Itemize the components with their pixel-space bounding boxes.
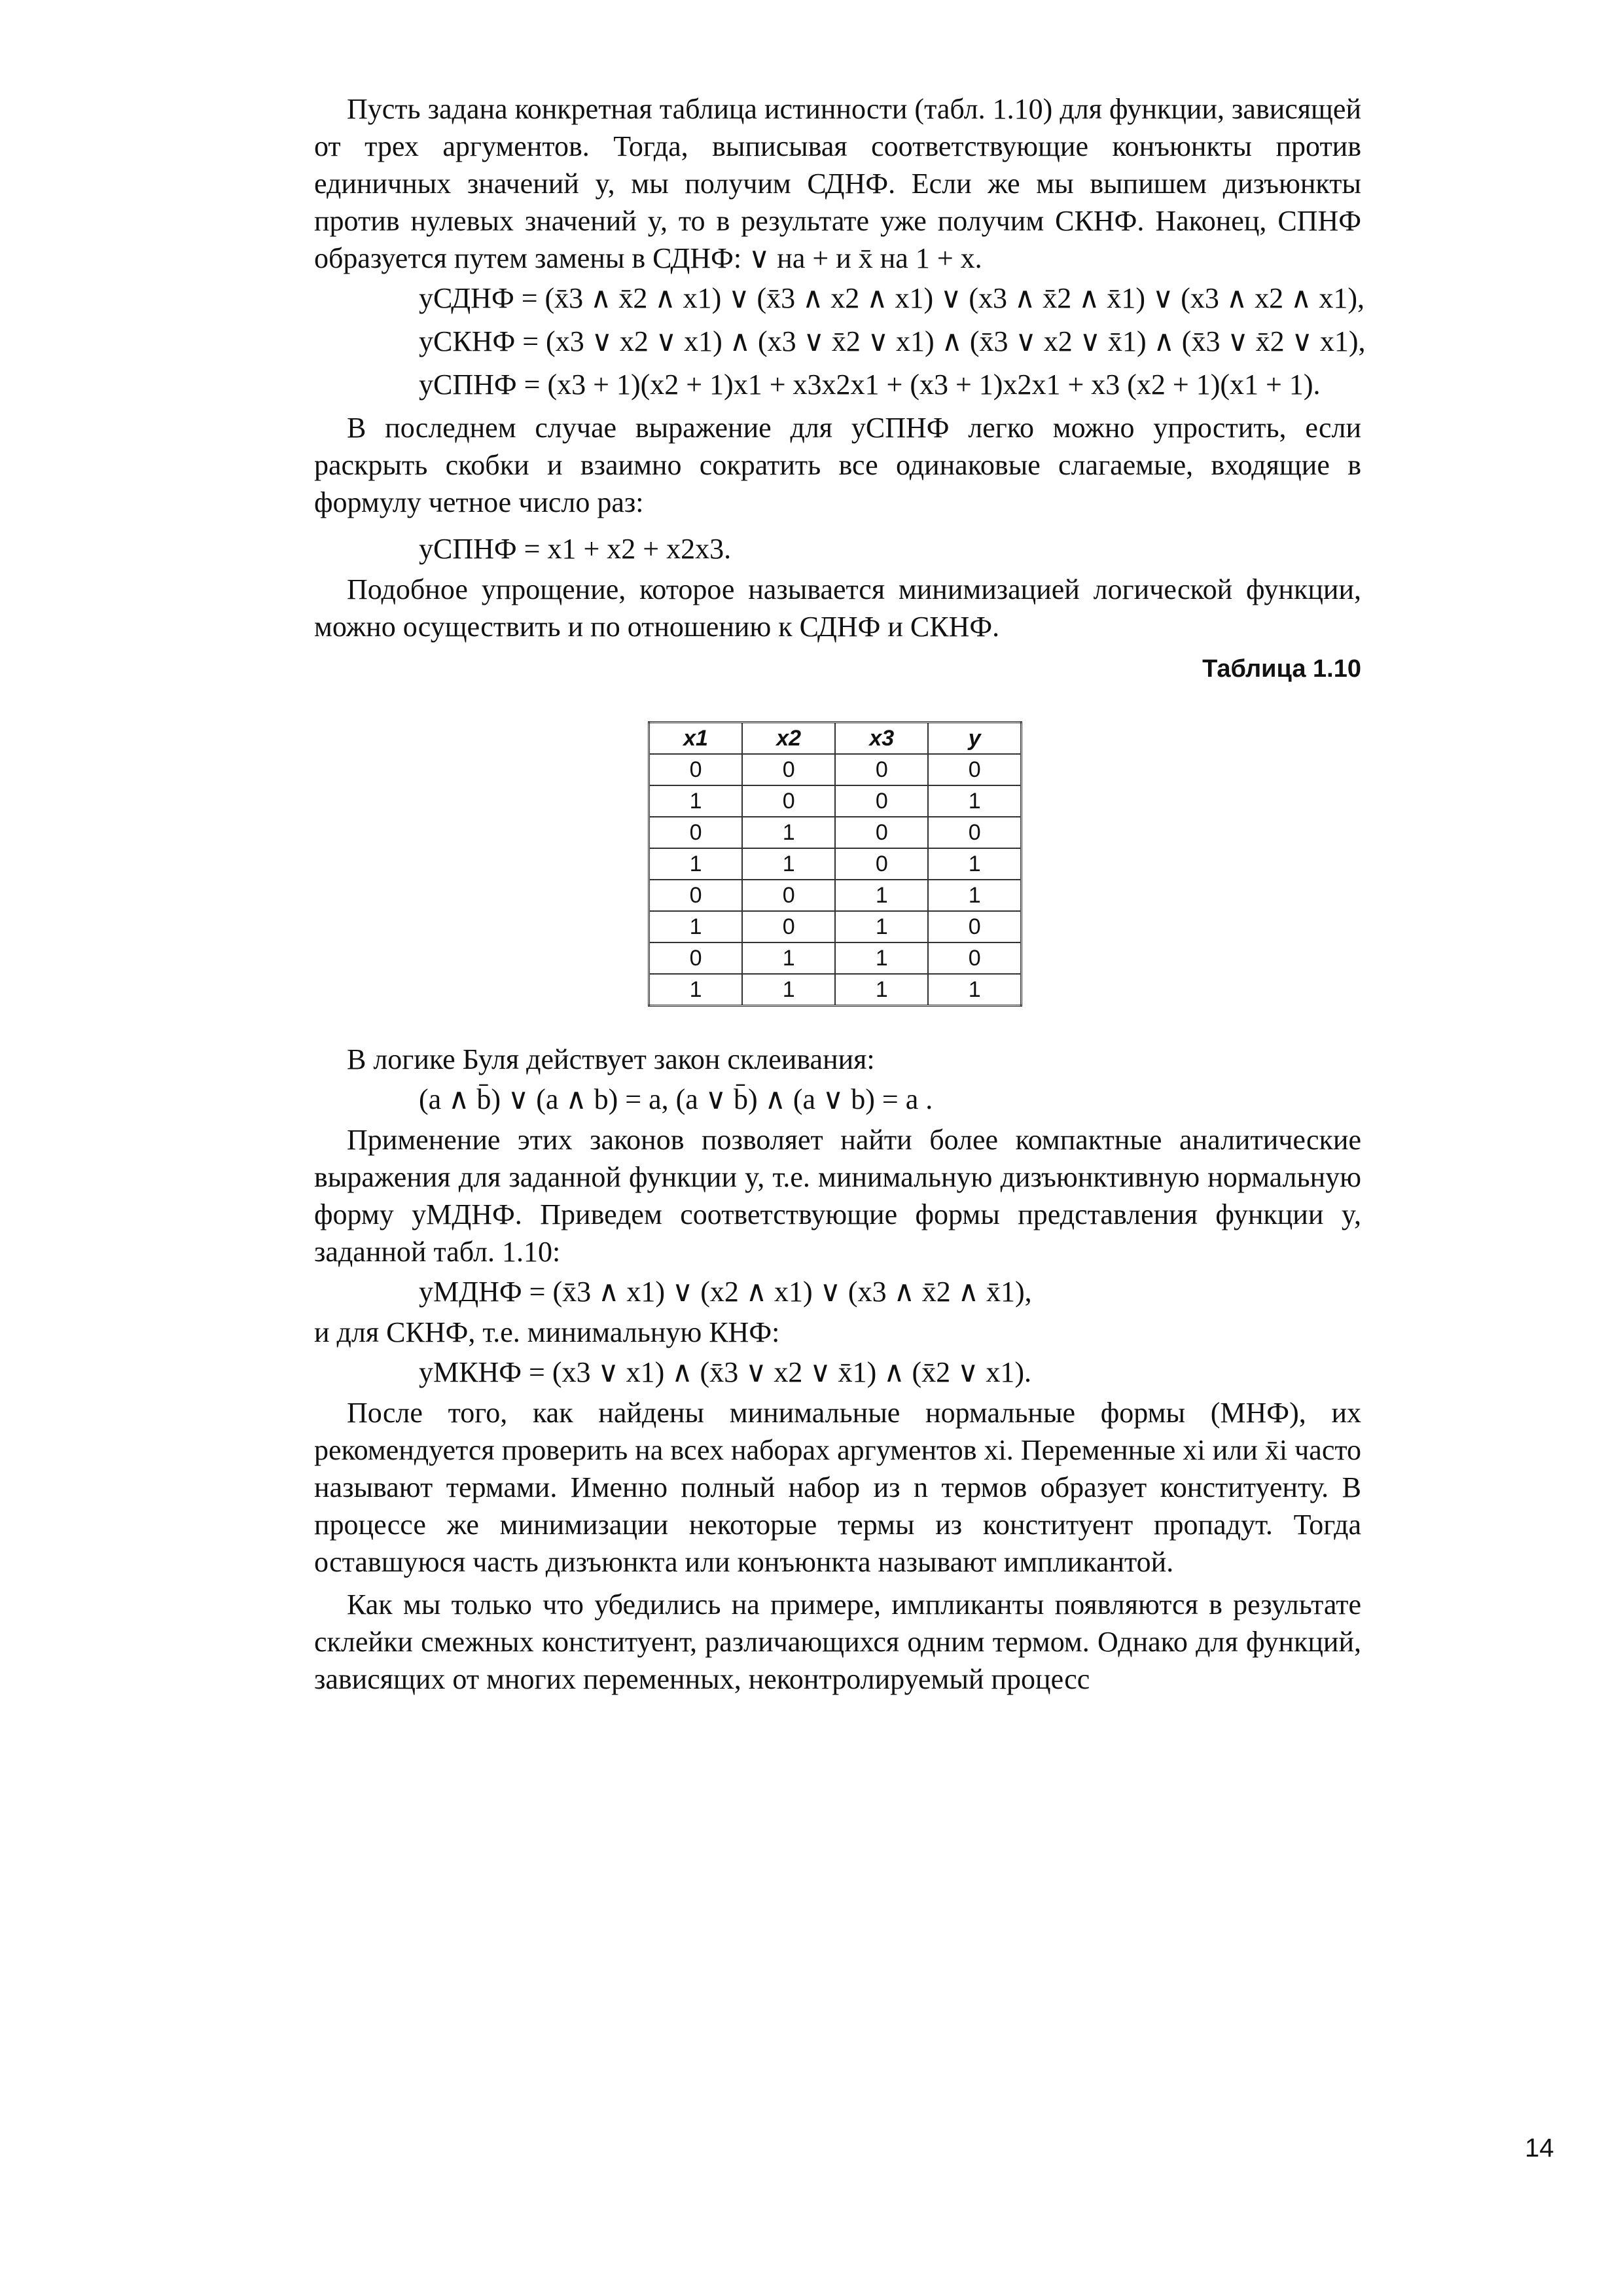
page-number: 14 [1525, 2134, 1554, 2162]
table-row [649, 754, 1022, 785]
formula-mknf: yМКНФ = (x3 ∨ x1) ∧ (x̄3 ∨ x2 ∨ x̄1) ∧ (x̄2 ∨ x1). [419, 1356, 1031, 1388]
paragraph-3: Подобное упрощение, которое называется минимизацией логической функции, можно осуществить и по отношению к СДНФ и СКНФ. [314, 573, 1361, 643]
paragraph-1: Пусть задана конкретная таблица истинности (табл. 1.10) для функции, зависящей от трех аргументов. Тогда, выписывая соответствующие конъюнкты против единичных значений y, мы получим СДНФ. Если же мы выпишем дизъюнкты против нулевых значений y, то в результате уже получим СКНФ. Наконец, СПНФ образуется путем замены в СДНФ: ∨ на + и x̄ на 1 + x. [314, 93, 1361, 274]
table-cell: 0 [649, 880, 743, 911]
formula-spnf: yСПНФ = (x3 + 1)(x2 + 1)x1 + x3x2x1 + (x3 + 1)x2x1 + x3 (x2 + 1)(x1 + 1). [419, 368, 1321, 401]
table-cell: 1 [649, 848, 743, 880]
table-cell: 1 [928, 974, 1021, 1006]
truth-table [648, 721, 1022, 1007]
table-cell: 0 [928, 754, 1021, 785]
table-cell: 1 [835, 911, 928, 942]
table-header: x3 [835, 723, 928, 755]
table-cell: 1 [649, 911, 743, 942]
table-cell: 1 [649, 785, 743, 817]
table-cell: 0 [928, 911, 1021, 942]
table-row [649, 785, 1022, 817]
paragraph-4: В логике Буля действует закон склеивания: [347, 1043, 875, 1075]
table-cell: 1 [742, 974, 835, 1006]
table-row [649, 974, 1022, 1006]
table-row [649, 942, 1022, 974]
paragraph-7: После того, как найдены минимальные нормальные формы (МНФ), их рекомендуется проверить на всех наборах аргументов xi. Переменные xi или x̄i часто называют термами. Именно полный набор из n термов образует конституенту. В процессе же минимизации некоторые термы из конституент пропадут. Тогда оставшуюся часть дизъюнкта или конъюнкта называют импликантой. [314, 1397, 1362, 1578]
paragraph-5: Применение этих законов позволяет найти более компактные аналитические выражения для заданной функции y, т.е. минимальную дизъюнктивную нормальную форму yМДНФ. Приведем соответствующие формы представления функции y, заданной табл. 1.10: [314, 1124, 1361, 1268]
table-cell: 1 [928, 785, 1021, 817]
formula-mdnf: yМДНФ = (x̄3 ∧ x1) ∨ (x2 ∧ x1) ∨ (x3 ∧ x̄2 ∧ x̄1), [419, 1276, 1032, 1308]
table-header: y [928, 723, 1021, 755]
table-cell: 0 [742, 880, 835, 911]
table-cell: 1 [928, 880, 1021, 911]
table-cell: 1 [742, 817, 835, 848]
table-header: x2 [742, 723, 835, 755]
table-cell: 1 [742, 848, 835, 880]
formula-sknf: yСКНФ = (x3 ∨ x2 ∨ x1) ∧ (x3 ∨ x̄2 ∨ x1) ∧ (x̄3 ∨ x2 ∨ x̄1) ∧ (x̄3 ∨ x̄2 ∨ x1), [419, 325, 1366, 357]
table-cell: 1 [928, 848, 1021, 880]
table-cell: 0 [835, 754, 928, 785]
table-cell: 1 [742, 942, 835, 974]
formula-spnf-simplified: yСПНФ = x1 + x2 + x2x3. [419, 533, 732, 565]
table-cell: 0 [742, 754, 835, 785]
paragraph-8: Как мы только что убедились на примере, импликанты появляются в результате склейки смежных конституент, различающихся одним термом. Однако для функций, зависящих от многих переменных, неконтролируемый процесс [314, 1588, 1361, 1695]
table-cell: 0 [835, 848, 928, 880]
table-row [649, 880, 1022, 911]
formula-gluing-law: (a ∧ b̄) ∨ (a ∧ b) = a, (a ∨ b̄) ∧ (a ∨ b) = a . [419, 1083, 933, 1115]
table-cell: 1 [835, 974, 928, 1006]
table-cell: 0 [928, 942, 1021, 974]
table-row [649, 817, 1022, 848]
table-cell: 0 [928, 817, 1021, 848]
table-caption: Таблица 1.10 [1202, 655, 1361, 683]
table-header: x1 [649, 723, 743, 755]
table-cell: 0 [649, 754, 743, 785]
formula-sdnf: yСДНФ = (x̄3 ∧ x̄2 ∧ x1) ∨ (x̄3 ∧ x2 ∧ x1) ∨ (x3 ∧ x̄2 ∧ x̄1) ∨ (x3 ∧ x2 ∧ x1), [419, 282, 1364, 314]
table-cell: 0 [742, 785, 835, 817]
table-row [649, 848, 1022, 880]
table-cell: 1 [835, 942, 928, 974]
table-header-row [649, 723, 1022, 755]
table-cell: 0 [835, 817, 928, 848]
table-row [649, 911, 1022, 942]
table-cell: 0 [649, 817, 743, 848]
page-body [314, 90, 1366, 1698]
paragraph-6: и для СКНФ, т.е. минимальную КНФ: [314, 1316, 780, 1348]
table-cell: 1 [835, 880, 928, 911]
paragraph-2: В последнем случае выражение для yСПНФ легко можно упростить, если раскрыть скобки и взаимно сократить все одинаковые слагаемые, входящие в формулу четное число раз: [314, 412, 1361, 518]
table-cell: 0 [835, 785, 928, 817]
table-cell: 0 [742, 911, 835, 942]
table-cell: 0 [649, 942, 743, 974]
table-cell: 1 [649, 974, 743, 1006]
